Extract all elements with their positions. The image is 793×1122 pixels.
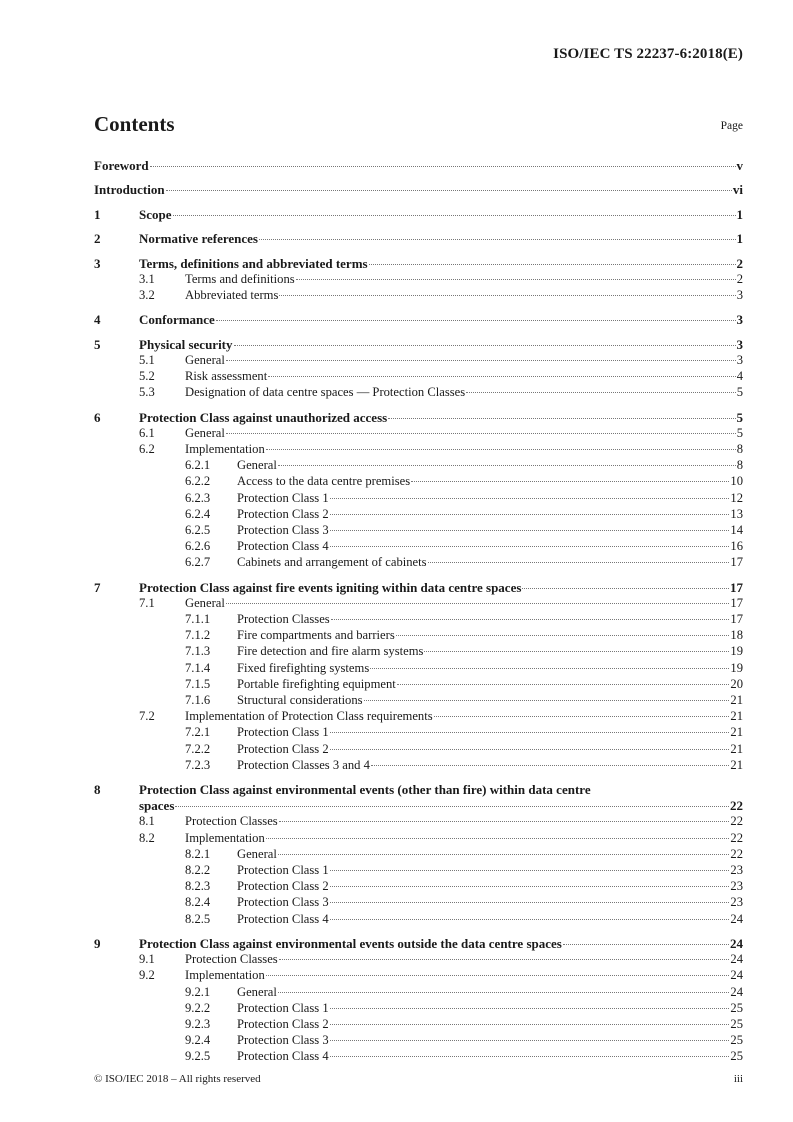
toc-entry-page: vi xyxy=(732,182,743,198)
toc-entry[interactable] xyxy=(94,491,743,507)
toc-entry[interactable] xyxy=(94,644,743,660)
toc-entry-number: 8.2.1 xyxy=(185,846,211,861)
toc-entry-number: 9 xyxy=(94,935,101,951)
toc-entry-number: 9.1 xyxy=(139,952,155,967)
toc-entry-title: Portable firefighting equipment xyxy=(237,676,396,691)
toc-entry-number: 6 xyxy=(94,409,101,425)
leader-dots xyxy=(434,716,730,717)
toc-entry-title: General xyxy=(237,846,277,861)
toc-entry-page: 21 xyxy=(730,757,743,772)
toc-entry-page: 21 xyxy=(730,741,743,756)
toc-entry-title: Designation of data centre spaces — Protection Classes xyxy=(185,385,466,400)
toc-entry-page: 8 xyxy=(736,458,743,473)
toc-entry-page: 3 xyxy=(736,352,743,367)
toc-entry-title: Protection Classes xyxy=(237,612,330,626)
toc-entry[interactable] xyxy=(94,725,743,741)
page-title: Contents xyxy=(94,112,175,136)
toc-entry-number: 7.1.5 xyxy=(185,676,211,691)
toc-entry-title: Abbreviated terms xyxy=(185,287,279,302)
toc-entry-number: 5.2 xyxy=(139,369,155,383)
toc-entry[interactable] xyxy=(94,272,743,288)
toc-entry[interactable] xyxy=(94,458,743,474)
leader-dots xyxy=(411,481,729,482)
toc-entry[interactable] xyxy=(94,337,743,353)
leader-dots xyxy=(428,562,730,563)
toc-entry-title: Terms and definitions xyxy=(185,271,295,286)
toc-entry-page: 2 xyxy=(736,255,743,271)
toc-entry-number: 6.2.2 xyxy=(185,474,211,489)
toc-entry-number: 8.2.3 xyxy=(185,879,211,894)
leader-dots xyxy=(279,295,735,296)
toc-entry-page: 3 xyxy=(736,336,743,352)
toc-entry[interactable] xyxy=(94,182,743,198)
toc-entry-title: Scope xyxy=(139,206,172,222)
toc-entry[interactable] xyxy=(94,677,743,693)
leader-dots xyxy=(278,854,730,855)
toc-entry-title: Protection Class 3 xyxy=(237,895,329,910)
leader-dots xyxy=(563,944,729,945)
toc-entry-number: 6.2.1 xyxy=(185,458,211,473)
toc-entry-page: 17 xyxy=(730,595,743,610)
toc-entry[interactable] xyxy=(94,385,743,401)
toc-entry-page: 19 xyxy=(730,660,743,675)
toc-entry-title: Protection Class 1 xyxy=(237,1000,329,1015)
toc-entry-title: Protection Class against environmental events (other than fire) within data centre xyxy=(139,782,591,798)
toc-entry-page: 1 xyxy=(736,206,743,222)
toc-entry[interactable] xyxy=(94,256,743,272)
toc-entry-number: 7.1 xyxy=(139,595,155,610)
toc-entry[interactable] xyxy=(94,831,743,847)
toc-entry[interactable] xyxy=(94,952,743,968)
toc-entry[interactable] xyxy=(94,474,743,490)
toc-entry-page: 23 xyxy=(730,863,743,877)
leader-dots xyxy=(364,700,730,701)
leader-dots xyxy=(330,886,730,887)
toc-entry-title: Implementation of Protection Class requirements xyxy=(185,709,433,724)
toc-entry-number: 7.1.3 xyxy=(185,644,211,659)
toc-entry-title: Risk assessment xyxy=(185,369,268,383)
toc-entry[interactable] xyxy=(94,742,743,758)
toc-entry-title: Fire compartments and barriers xyxy=(237,628,395,643)
toc-entry-title: Cabinets and arrangement of cabinets xyxy=(237,555,427,570)
toc-entry-page: 8 xyxy=(736,441,743,456)
leader-dots xyxy=(266,449,736,450)
toc-entry[interactable] xyxy=(94,693,743,709)
toc-entry[interactable] xyxy=(94,369,743,385)
toc-entry[interactable] xyxy=(94,288,743,304)
toc-entry-title: Protection Classes 3 and 4 xyxy=(237,757,370,772)
leader-dots xyxy=(330,514,730,515)
toc-entry-title: Protection Class 4 xyxy=(237,1049,329,1064)
toc-entry-number: 7.2.2 xyxy=(185,741,211,756)
toc-entry-title: Structural considerations xyxy=(237,692,363,707)
leader-dots xyxy=(396,635,730,636)
leader-dots xyxy=(330,1024,730,1025)
toc-entry[interactable] xyxy=(94,580,743,596)
toc-entry-number: 8.2.5 xyxy=(185,911,211,926)
leader-dots xyxy=(166,190,732,191)
toc-entry-page: 3 xyxy=(736,287,743,302)
leader-dots xyxy=(175,806,729,807)
toc-entry[interactable] xyxy=(94,863,743,879)
toc-entry-page: 22 xyxy=(730,846,743,861)
toc-entry-page: 18 xyxy=(730,628,743,643)
toc-entry-number: 8.2.4 xyxy=(185,895,211,910)
toc-entry-number: 6.1 xyxy=(139,425,155,440)
toc-entry[interactable] xyxy=(94,895,743,911)
toc-entry-title: Protection Class against unauthorized access xyxy=(139,409,388,425)
leader-dots xyxy=(330,732,730,733)
toc-entry-page: 22 xyxy=(730,814,743,829)
toc-entry[interactable] xyxy=(94,1033,743,1049)
toc-entry-title: Protection Class against fire events igniting within data centre spaces xyxy=(139,579,522,595)
leader-dots xyxy=(266,975,730,976)
toc-entry-number: 1 xyxy=(94,206,101,222)
toc-entry-title: Implementation xyxy=(185,830,265,845)
toc-entry[interactable] xyxy=(94,442,743,458)
toc-entry-title: Protection Class 3 xyxy=(237,522,329,537)
toc-entry-number: 3.1 xyxy=(139,271,155,286)
leader-dots xyxy=(397,684,730,685)
toc-entry-title: Fixed firefighting systems xyxy=(237,660,370,675)
toc-entry-title: Physical security xyxy=(139,336,233,352)
toc-entry-number: 6.2.3 xyxy=(185,490,211,505)
toc-entry-number: 6.2.7 xyxy=(185,555,211,570)
toc-entry-title: Protection Class 4 xyxy=(237,911,329,926)
leader-dots xyxy=(330,902,730,903)
toc-entry-number: 8.2.2 xyxy=(185,863,211,877)
toc-entry[interactable] xyxy=(94,879,743,895)
toc-entry-number: 3 xyxy=(94,255,101,271)
toc-entry-title: Protection Class 1 xyxy=(237,725,329,740)
toc-entry-page: 16 xyxy=(730,539,743,554)
toc-entry-title: Protection Class 4 xyxy=(237,539,329,554)
toc-entry[interactable] xyxy=(94,709,743,725)
toc-entry-number: 7.1.2 xyxy=(185,628,211,643)
leader-dots xyxy=(330,870,730,871)
page-column-label: Page xyxy=(720,120,743,132)
toc-entry-number: 9.2.2 xyxy=(185,1000,211,1015)
toc-entry-page: 21 xyxy=(730,709,743,724)
toc-entry-page: 17 xyxy=(730,555,743,570)
toc-entry-number: 5 xyxy=(94,336,101,352)
toc-entry[interactable] xyxy=(94,312,743,328)
toc-entry-number: 9.2.5 xyxy=(185,1049,211,1064)
toc-entry[interactable] xyxy=(94,539,743,555)
leader-dots xyxy=(226,603,730,604)
toc-entry-title: Terms, definitions and abbreviated terms xyxy=(139,255,368,271)
toc-entry-page: 21 xyxy=(730,692,743,707)
toc-entry-title: Introduction xyxy=(94,182,165,198)
toc-entry-title: Protection Class 1 xyxy=(237,490,329,505)
toc-entry-number: 3.2 xyxy=(139,287,155,302)
toc-entry-page: 25 xyxy=(730,1049,743,1064)
leader-dots xyxy=(424,651,729,652)
toc-entry[interactable] xyxy=(94,661,743,677)
toc-entry[interactable] xyxy=(94,410,743,426)
toc-entry-number: 6.2.6 xyxy=(185,539,211,554)
leader-dots xyxy=(226,433,736,434)
toc-entry-title: Normative references xyxy=(139,231,258,247)
toc-entry-number: 5.3 xyxy=(139,385,155,400)
toc-entry-number: 6.2 xyxy=(139,441,155,456)
toc-entry[interactable] xyxy=(94,596,743,612)
toc-entry-number: 7.2.1 xyxy=(185,725,211,740)
leader-dots xyxy=(330,919,730,920)
toc-entry-number: 6.2.5 xyxy=(185,522,211,537)
leader-dots xyxy=(234,345,736,346)
toc-entry[interactable] xyxy=(94,912,743,928)
toc-entry-title: Protection Classes xyxy=(185,814,278,829)
toc-entry[interactable] xyxy=(94,985,743,1001)
leader-dots xyxy=(259,239,736,240)
toc-entry[interactable] xyxy=(94,628,743,644)
toc-entry-page: 21 xyxy=(730,725,743,740)
toc-entry-page: 19 xyxy=(730,644,743,659)
toc-entry-page: 23 xyxy=(730,879,743,894)
leader-dots xyxy=(268,376,735,377)
toc-entry-title: General xyxy=(237,458,277,473)
copyright-footer: © ISO/IEC 2018 – All rights reserved xyxy=(94,1073,261,1085)
toc-entry[interactable] xyxy=(94,207,743,223)
toc-entry-title: Protection Class 3 xyxy=(237,1033,329,1048)
leader-dots xyxy=(330,546,730,547)
toc-entry-number: 8.2 xyxy=(139,830,155,845)
toc-entry-page: 25 xyxy=(730,1016,743,1031)
toc-entry-number: 9.2.1 xyxy=(185,984,211,999)
leader-dots xyxy=(370,668,729,669)
leader-dots xyxy=(331,619,730,620)
toc-entry-page: 24 xyxy=(730,984,743,999)
toc-entry-page: 24 xyxy=(730,935,743,951)
toc-entry-title: Fire detection and fire alarm systems xyxy=(237,644,424,659)
toc-entry-number: 9.2.4 xyxy=(185,1033,211,1048)
toc-entry[interactable] xyxy=(94,814,743,830)
leader-dots xyxy=(330,1040,730,1041)
toc-entry-title: Protection Class against environmental events outside the data centre spaces xyxy=(139,935,562,951)
leader-dots xyxy=(371,765,729,766)
toc-entry-page: 25 xyxy=(730,1000,743,1015)
document-id-header: ISO/IEC TS 22237-6:2018(E) xyxy=(553,46,743,62)
leader-dots xyxy=(279,959,730,960)
toc-entry-title: General xyxy=(185,425,225,440)
toc-entry-number: 9.2.3 xyxy=(185,1016,211,1031)
toc-entry-page: 5 xyxy=(736,425,743,440)
toc-entry-page: 12 xyxy=(730,490,743,505)
toc-entry-page: 5 xyxy=(736,409,743,425)
toc-entry-title: Protection Class 2 xyxy=(237,1016,329,1031)
toc-entry-line1[interactable] xyxy=(94,782,743,798)
toc-entry-page: 24 xyxy=(730,952,743,967)
toc-entry-title: Protection Class 2 xyxy=(237,879,329,894)
table-of-contents xyxy=(94,158,743,1065)
toc-entry-page: 2 xyxy=(736,271,743,286)
toc-entry-page: 10 xyxy=(730,474,743,489)
toc-entry-number: 7 xyxy=(94,579,101,595)
leader-dots xyxy=(330,498,730,499)
toc-entry-title: Implementation xyxy=(185,968,265,983)
toc-entry-number: 9.2 xyxy=(139,968,155,983)
toc-entry[interactable] xyxy=(94,968,743,984)
toc-entry[interactable] xyxy=(94,426,743,442)
leader-dots xyxy=(278,992,730,993)
leader-dots xyxy=(330,1008,730,1009)
toc-entry-number: 4 xyxy=(94,312,101,328)
toc-entry[interactable] xyxy=(94,1049,743,1065)
toc-entry-title: General xyxy=(185,352,225,367)
toc-entry[interactable] xyxy=(94,936,743,952)
toc-entry-page: 24 xyxy=(730,911,743,926)
leader-dots xyxy=(369,264,736,265)
toc-entry[interactable] xyxy=(94,523,743,539)
toc-entry-page: 20 xyxy=(730,676,743,691)
toc-entry-page: v xyxy=(736,158,743,173)
leader-dots xyxy=(150,166,736,167)
toc-entry-title: Foreword xyxy=(94,158,149,173)
toc-entry-number: 5.1 xyxy=(139,352,155,367)
page-number: iii xyxy=(733,1073,743,1085)
toc-entry[interactable] xyxy=(94,798,743,814)
toc-entry-number: 7.1.6 xyxy=(185,692,211,707)
toc-entry-title: General xyxy=(185,595,225,610)
toc-entry-page: 22 xyxy=(730,798,743,814)
toc-entry-page: 24 xyxy=(730,968,743,983)
toc-entry-number: 7.1.1 xyxy=(185,612,211,626)
toc-entry-page: 23 xyxy=(730,895,743,910)
leader-dots xyxy=(279,821,730,822)
leader-dots xyxy=(522,588,729,589)
toc-entry[interactable] xyxy=(94,612,743,628)
toc-entry-page: 3 xyxy=(736,312,743,328)
toc-entry-number: 8 xyxy=(94,782,101,798)
toc-entry-title-cont: spaces xyxy=(139,798,175,814)
toc-entry-number: 2 xyxy=(94,231,101,247)
leader-dots xyxy=(173,215,736,216)
toc-entry-title: Implementation xyxy=(185,441,265,456)
toc-entry-title: Protection Class 2 xyxy=(237,741,329,756)
leader-dots xyxy=(330,530,730,531)
toc-entry-number: 7.2.3 xyxy=(185,757,211,772)
toc-entry-title: Conformance xyxy=(139,312,215,328)
toc-entry-page: 5 xyxy=(736,385,743,400)
toc-entry-page: 4 xyxy=(736,369,743,383)
leader-dots xyxy=(216,320,736,321)
toc-entry-page: 17 xyxy=(730,579,743,595)
toc-entry-number: 8.1 xyxy=(139,814,155,829)
toc-entry[interactable] xyxy=(94,158,743,174)
toc-entry[interactable] xyxy=(94,555,743,571)
toc-entry-number: 7.2 xyxy=(139,709,155,724)
toc-entry[interactable] xyxy=(94,758,743,774)
leader-dots xyxy=(466,392,736,393)
toc-entry-page: 25 xyxy=(730,1033,743,1048)
leader-dots xyxy=(266,838,730,839)
toc-entry-page: 17 xyxy=(730,612,743,626)
leader-dots xyxy=(278,465,736,466)
toc-entry-title: Access to the data centre premises xyxy=(237,474,411,489)
toc-entry-page: 13 xyxy=(730,506,743,521)
leader-dots xyxy=(226,360,736,361)
leader-dots xyxy=(330,749,730,750)
toc-entry-title: Protection Classes xyxy=(185,952,278,967)
toc-entry-title: Protection Class 1 xyxy=(237,863,329,877)
toc-entry[interactable] xyxy=(94,847,743,863)
toc-entry[interactable] xyxy=(94,231,743,247)
toc-entry-number: 6.2.4 xyxy=(185,506,211,521)
toc-entry-title: General xyxy=(237,984,277,999)
leader-dots xyxy=(330,1056,730,1057)
toc-entry[interactable] xyxy=(94,1017,743,1033)
toc-entry-page: 1 xyxy=(736,231,743,247)
leader-dots xyxy=(296,279,736,280)
toc-entry[interactable] xyxy=(94,1001,743,1017)
toc-entry-number: 7.1.4 xyxy=(185,660,211,675)
toc-entry-page: 14 xyxy=(730,522,743,537)
leader-dots xyxy=(388,418,735,419)
toc-entry-page: 22 xyxy=(730,830,743,845)
toc-entry-title: Protection Class 2 xyxy=(237,506,329,521)
toc-entry[interactable] xyxy=(94,507,743,523)
toc-entry[interactable] xyxy=(94,353,743,369)
